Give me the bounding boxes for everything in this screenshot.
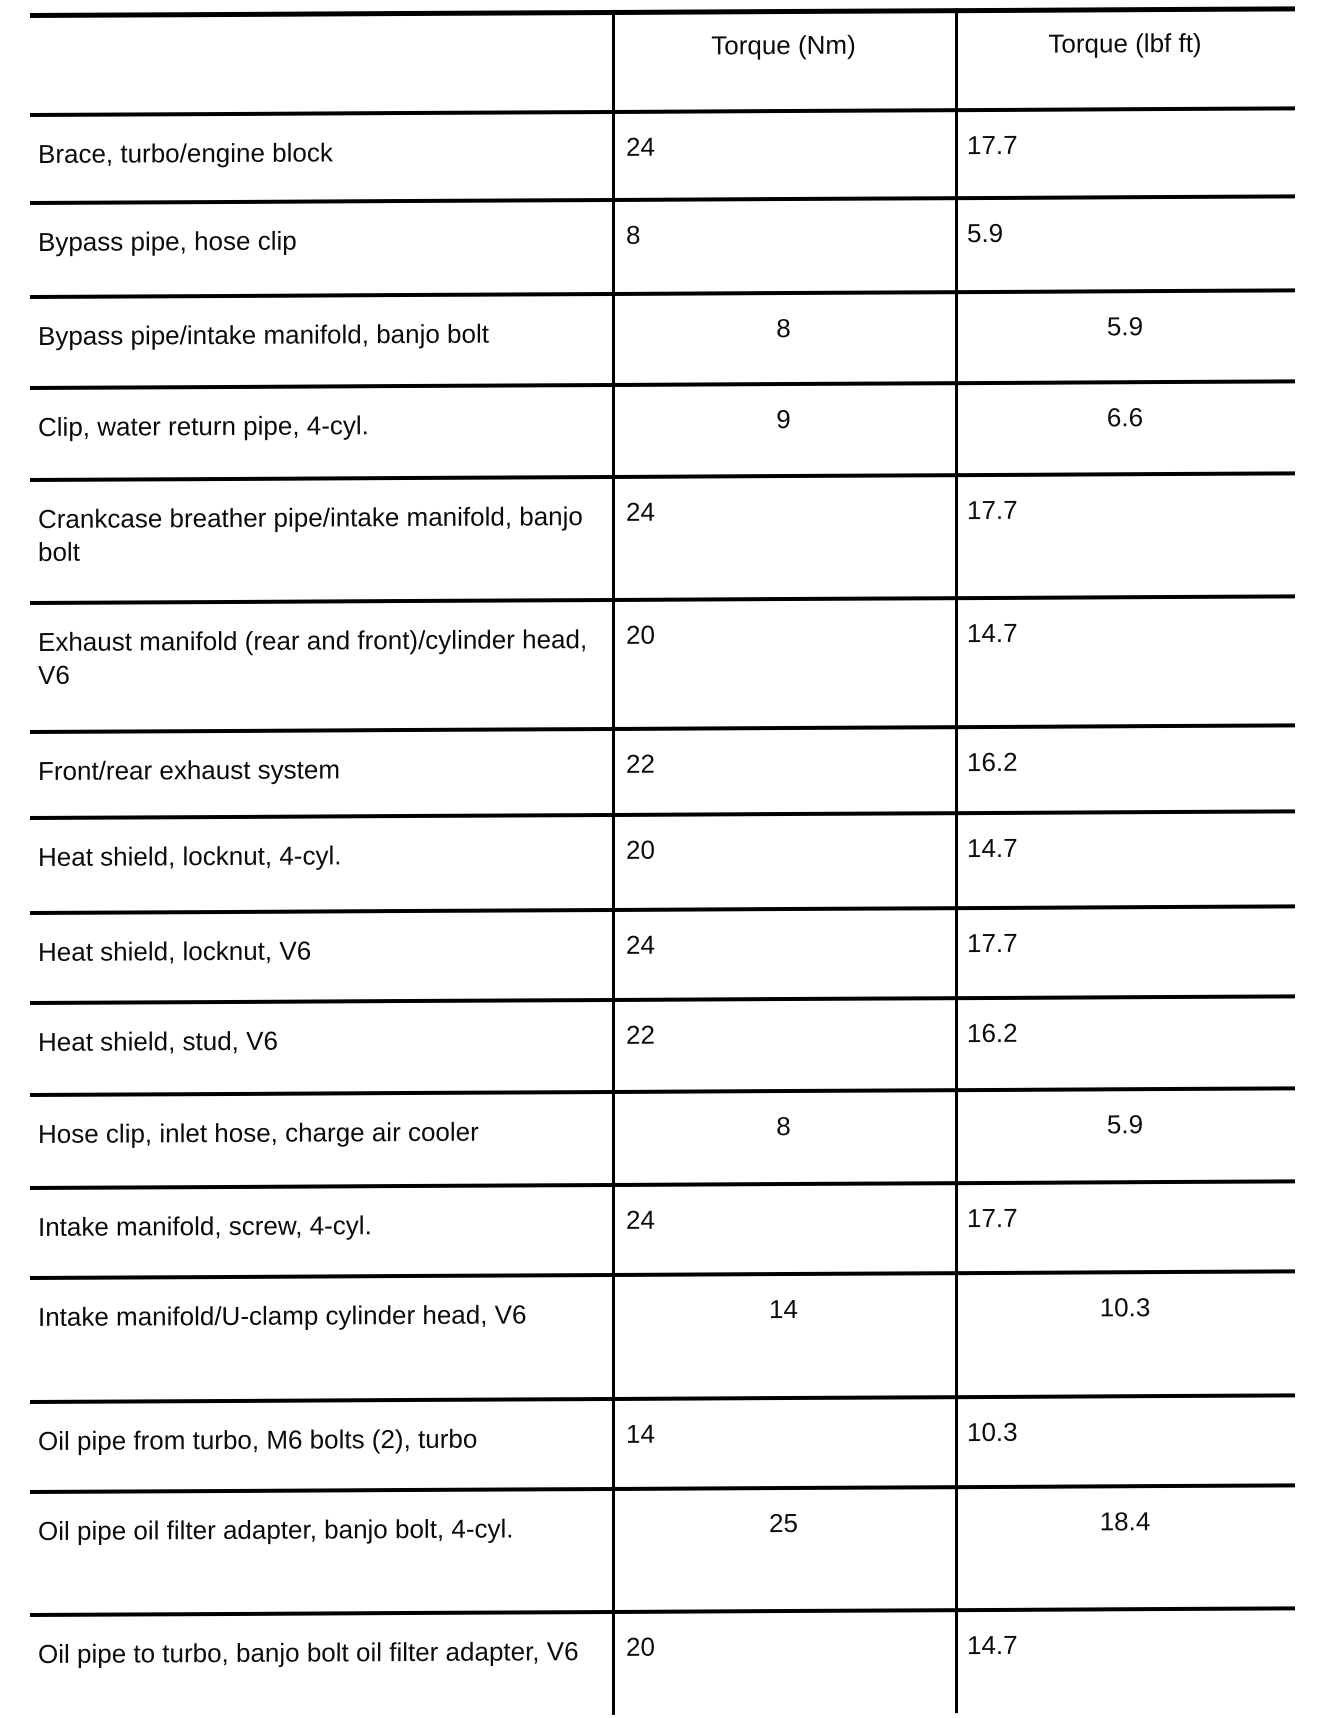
torque-nm-value: 24 — [626, 929, 655, 960]
torque-lbfft-value: 17.7 — [967, 1202, 1018, 1234]
torque-lbfft-value: 10.3 — [1099, 1292, 1151, 1323]
torque-nm-value: 9 — [776, 404, 791, 435]
table-row — [30, 471, 1295, 601]
table-row — [30, 288, 1295, 386]
torque-nm-value: 24 — [626, 1204, 655, 1235]
row-label: Intake manifold/U-clamp cylinder head, V6 — [38, 1299, 527, 1332]
column-divider-2 — [955, 8, 958, 1713]
torque-nm-value: 20 — [626, 1631, 655, 1662]
column-header-torque-lbfft: Torque (lbf ft) — [1048, 27, 1202, 59]
row-label: Front/rear exhaust system — [38, 754, 340, 786]
row-label: Oil pipe to turbo, banjo bolt oil filter adapter, V6 — [38, 1636, 579, 1669]
row-label: Oil pipe oil filter adapter, banjo bolt, 4-cyl. — [38, 1513, 514, 1546]
table-row — [30, 1606, 1295, 1718]
column-header-torque-nm: Torque (Nm) — [711, 29, 856, 61]
row-label: Bypass pipe/intake manifold, banjo bolt — [38, 318, 489, 351]
table-header-row — [30, 6, 1295, 113]
table-row — [30, 904, 1295, 1001]
torque-lbfft-value: 18.4 — [1099, 1506, 1151, 1537]
torque-lbfft-value: 5.9 — [1106, 1109, 1144, 1140]
row-label: Bypass pipe, hose clip — [38, 225, 297, 257]
table-row — [30, 1393, 1295, 1490]
table-row — [30, 1179, 1295, 1276]
row-label: Heat shield, locknut, 4-cyl. — [38, 840, 342, 872]
table-row — [30, 723, 1295, 816]
torque-lbfft-value: 17.7 — [967, 129, 1018, 161]
table-row — [30, 994, 1295, 1093]
row-label: Hose clip, inlet hose, charge air cooler — [38, 1116, 479, 1149]
torque-lbfft-value: 16.2 — [967, 1017, 1018, 1049]
table-row — [30, 1483, 1295, 1613]
table-row — [30, 1269, 1295, 1400]
torque-nm-value: 8 — [776, 1111, 791, 1142]
torque-lbfft-value: 10.3 — [967, 1416, 1018, 1448]
torque-nm-value: 20 — [626, 619, 655, 650]
torque-nm-value: 14 — [769, 1293, 798, 1325]
torque-lbfft-value: 6.6 — [1106, 402, 1144, 433]
torque-lbfft-value: 14.7 — [967, 617, 1018, 649]
torque-spec-table — [30, 6, 1295, 1718]
row-label: Brace, turbo/engine block — [38, 137, 333, 169]
torque-lbfft-value: 5.9 — [967, 217, 1004, 249]
torque-lbfft-value: 17.7 — [967, 494, 1018, 526]
torque-nm-value: 22 — [626, 1019, 655, 1050]
table-row — [30, 106, 1295, 201]
torque-nm-value: 14 — [626, 1418, 655, 1449]
row-label: Oil pipe from turbo, M6 bolts (2), turbo — [38, 1423, 478, 1456]
row-label: Intake manifold, screw, 4-cyl. — [38, 1210, 372, 1242]
torque-nm-value: 24 — [626, 131, 655, 162]
column-header-description — [30, 15, 612, 113]
torque-lbfft-value: 16.2 — [967, 746, 1018, 778]
table-row — [30, 809, 1295, 911]
torque-lbfft-value: 17.7 — [967, 927, 1018, 959]
row-label: Clip, water return pipe, 4-cyl. — [38, 410, 369, 442]
torque-nm-value: 8 — [626, 219, 641, 250]
column-divider-1 — [612, 10, 615, 1715]
table-row — [30, 1086, 1295, 1186]
table-row — [30, 594, 1295, 730]
row-label: Crankcase breather pipe/intake manifold, banjo bolt — [38, 501, 583, 567]
row-label: Heat shield, stud, V6 — [38, 1025, 278, 1057]
torque-nm-value: 25 — [769, 1507, 798, 1539]
torque-nm-value: 20 — [626, 834, 655, 865]
torque-nm-value: 24 — [626, 496, 655, 527]
torque-lbfft-value: 14.7 — [967, 832, 1018, 864]
row-label: Heat shield, locknut, V6 — [38, 935, 312, 967]
torque-nm-value: 8 — [776, 313, 791, 344]
row-label: Exhaust manifold (rear and front)/cylinder head, V6 — [38, 624, 588, 690]
torque-lbfft-value: 14.7 — [967, 1629, 1018, 1661]
table-row — [30, 194, 1295, 295]
torque-nm-value: 22 — [626, 748, 655, 779]
table-row — [30, 379, 1295, 478]
torque-lbfft-value: 5.9 — [1106, 311, 1144, 342]
